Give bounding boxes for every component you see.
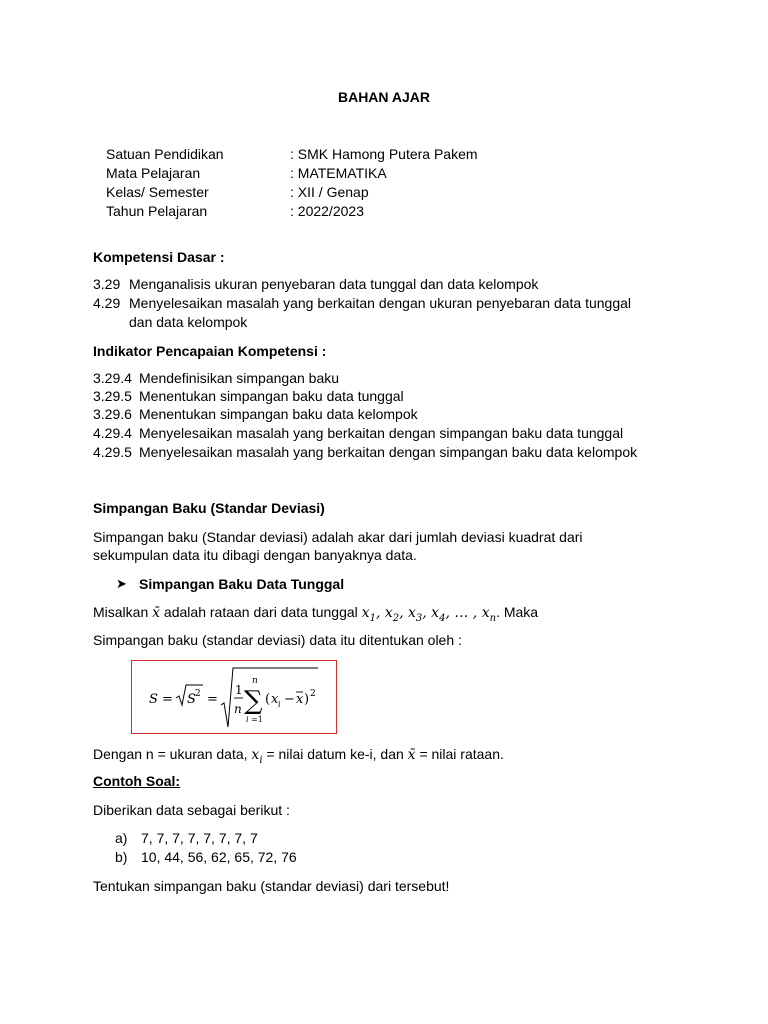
svg-text:i: i	[246, 715, 249, 724]
misalkan-text: adalah rataan dari data tunggal	[160, 604, 362, 620]
dengan-text: Dengan n = ukuran data,	[93, 746, 252, 762]
svg-text:(: (	[265, 692, 271, 707]
list-item: 7, 7, 7, 7, 7, 7, 7, 7	[141, 830, 258, 846]
info-label-kelas: Kelas/ Semester	[106, 184, 209, 200]
subsection-heading: Simpangan Baku Data Tunggal	[139, 576, 345, 592]
info-label-mapel: Mata Pelajaran	[106, 165, 201, 181]
ipk-number: 3.29.5	[93, 388, 132, 404]
info-value-satuan: : SMK Hamong Putera Pakem	[290, 146, 478, 162]
ipk-heading: Indikator Pencapaian Kompetensi :	[93, 343, 327, 359]
ipk-number: 3.29.4	[93, 370, 132, 386]
dengan-line	[93, 745, 504, 770]
list-label: a)	[115, 830, 128, 846]
kd-text: Menyelesaikan masalah yang berkaitan dengan ukuran penyebaran data tunggal	[129, 295, 632, 311]
svg-text:−: −	[284, 692, 295, 707]
list-item: 10, 44, 56, 62, 65, 72, 76	[141, 849, 297, 865]
arrow-bullet-icon: ➤	[116, 576, 127, 591]
info-label-satuan: Satuan Pendidikan	[106, 146, 224, 162]
x-bar-symbol: x̄	[152, 605, 161, 621]
ipk-text: Menyelesaikan masalah yang berkaitan dengan simpangan baku data kelompok	[139, 444, 638, 460]
tentukan-line: Tentukan simpangan baku (standar deviasi) dari tersebut!	[93, 878, 450, 894]
svg-text:2: 2	[195, 689, 201, 699]
standard-deviation-formula	[132, 661, 336, 733]
svg-text:2: 2	[310, 689, 316, 699]
misalkan-text: Misalkan	[93, 604, 153, 620]
info-value-tahun: : 2022/2023	[290, 203, 364, 219]
data-sequence-math: $x_1$, $x_2$, $x_3$, $x_4$, … , $x_n$	[361, 605, 497, 624]
svg-text:): )	[304, 692, 310, 707]
svg-text:n: n	[234, 702, 242, 716]
list-label: b)	[115, 849, 128, 865]
misalkan-line	[93, 603, 538, 628]
kd-text: Menganalisis ukuran penyebaran data tunggal dan data kelompok	[129, 276, 539, 292]
svg-text:S: S	[187, 692, 196, 707]
kd-number: 4.29	[93, 295, 121, 311]
ipk-number: 4.29.5	[93, 444, 132, 460]
x-i-symbol: $x_i$	[251, 747, 263, 766]
svg-text:i: i	[278, 700, 281, 709]
info-label-tahun: Tahun Pelajaran	[106, 203, 208, 219]
info-value-mapel: : MATEMATIKA	[290, 165, 387, 181]
definition-line: Simpangan baku (Standar deviasi) adalah akar dari jumlah deviasi kuadrat dari	[93, 529, 583, 545]
svg-text:n: n	[252, 676, 258, 686]
definition-line: sekumpulan data itu dibagi dengan banyaknya data.	[93, 547, 417, 563]
ipk-text: Mendefinisikan simpangan baku	[139, 370, 340, 386]
svg-text:x: x	[296, 692, 304, 707]
simpangan-line: Simpangan baku (standar deviasi) data itu ditentukan oleh :	[93, 632, 462, 648]
formula-box	[131, 660, 337, 734]
kd-heading: Kompetensi Dasar :	[93, 249, 225, 265]
kd-text-continued: dan data kelompok	[129, 314, 248, 330]
ipk-text: Menentukan simpangan baku data tunggal	[139, 388, 404, 404]
info-value-kelas: : XII / Genap	[290, 184, 369, 200]
svg-text:=1: =1	[251, 715, 263, 724]
document-title: BAHAN AJAR	[337, 89, 431, 105]
svg-text:x: x	[271, 692, 279, 707]
kd-number: 3.29	[93, 276, 121, 292]
ipk-number: 4.29.4	[93, 425, 132, 441]
ipk-text: Menyelesaikan masalah yang berkaitan dengan simpangan baku data tunggal	[139, 425, 624, 441]
dengan-text: = nilai datum ke-i, dan	[262, 746, 408, 762]
svg-text:=: =	[207, 692, 218, 707]
contoh-soal-heading: Contoh Soal:	[93, 773, 181, 789]
ipk-number: 3.29.6	[93, 406, 132, 422]
svg-text:∑: ∑	[244, 686, 263, 716]
section-heading: Simpangan Baku (Standar Deviasi)	[93, 500, 325, 516]
misalkan-text: . Maka	[496, 604, 539, 620]
x-bar-symbol: x̄	[407, 747, 416, 763]
svg-text:1: 1	[235, 683, 243, 697]
ipk-text: Menentukan simpangan baku data kelompok	[139, 406, 418, 422]
svg-text:=: =	[162, 692, 173, 707]
dengan-text: = nilai rataan.	[415, 746, 504, 762]
diberikan-line: Diberikan data sebagai berikut :	[93, 802, 290, 818]
svg-text:S: S	[149, 692, 158, 707]
